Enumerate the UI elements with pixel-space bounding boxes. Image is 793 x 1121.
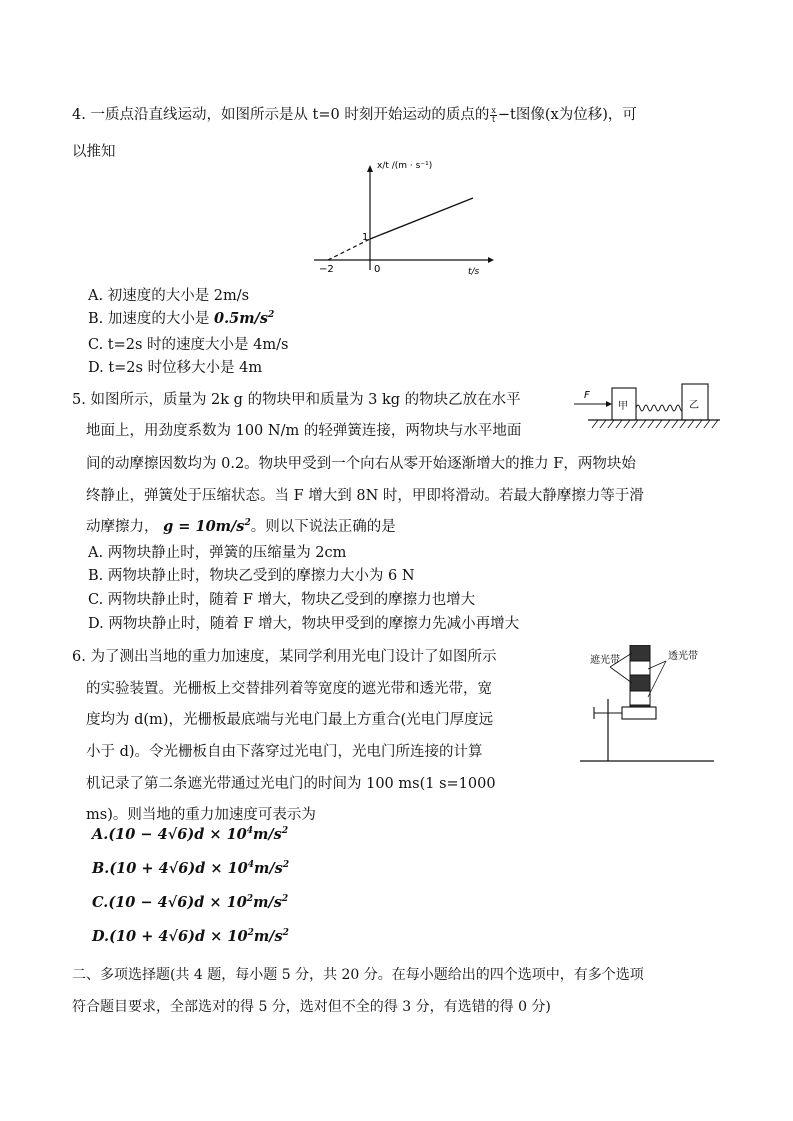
svg-text:乙: 乙 xyxy=(689,400,699,411)
q5-ground-hatch xyxy=(592,420,718,428)
q4-x-axis-label: t/s xyxy=(468,267,480,277)
q6-label-light-band: 透光带 xyxy=(668,651,698,662)
q4-fraction: $\frac{x}{t}$ xyxy=(491,105,496,124)
q6-photogate xyxy=(622,707,656,719)
q5-stem-line3: 间的动摩擦因数均为 0.2。物块甲受到一个向右从零开始逐渐增大的推力 F，两物块始 xyxy=(86,456,636,472)
q6-option-d: $D.(10 + 4√6)d \times 10^2m/s^2$ xyxy=(92,928,289,945)
q6-figure xyxy=(580,645,720,773)
q4-option-b: B. 加速度的大小是 $0.5m/s^2$ xyxy=(88,310,275,327)
q6-option-b: $B.(10 + 4√6)d \times 10^4m/s^2$ xyxy=(92,860,290,877)
q4-y-axis-label: x/t /(m · s⁻¹) xyxy=(377,161,433,171)
section2-heading-line1: 二、多项选择题(共 4 题，每小题 5 分，共 20 分。在每小题给出的四个选项中，有多个选项 xyxy=(72,967,644,983)
q6-stem-line6: ms)。则当地的重力加速度可表示为 xyxy=(86,807,316,823)
q5-stem-line1: 5. 如图所示，质量为 2k g 的物块甲和质量为 3 kg 的物块乙放在水平 xyxy=(72,392,521,408)
q4-option-c: C. t=2s 时的速度大小是 4m/s xyxy=(88,337,289,353)
q4-graph xyxy=(308,160,498,278)
q6-option-c: $C.(10 - 4√6)d \times 10^2m/s^2$ xyxy=(92,894,289,911)
q4-stem-line2: 以推知 xyxy=(72,144,116,160)
svg-text:甲: 甲 xyxy=(618,401,628,412)
q6-stem-line2: 的实验装置。光栅板上交替排列着等宽度的遮光带和透光带，宽 xyxy=(86,681,492,697)
q6-stem-line1: 6. 为了测出当地的重力加速度，某同学利用光电门设计了如图所示 xyxy=(72,649,497,665)
q6-stem-line3: 度均为 d(m)，光栅板最底端与光电门最上方重合(光电门厚度远 xyxy=(86,712,494,728)
q5-figure xyxy=(572,380,722,436)
q4-tick-neg2: −2 xyxy=(319,264,334,275)
q5-option-b: B. 两物块静止时，物块乙受到的摩擦力大小为 6 N xyxy=(88,568,415,584)
q6-option-a: $A.(10 - 4√6)d \times 10^4m/s^2$ xyxy=(92,826,289,843)
q4-tick-one: 1 xyxy=(362,232,369,243)
q4-stem-line1: 4. 一质点沿直线运动，如图所示是从 t=0 时刻开始运动的质点的 $\frac{x}{t}$ −t图像(x为位移)，可 xyxy=(72,105,637,124)
q5-spring xyxy=(636,405,684,411)
q5-stem-line4: 终静止，弹簧处于压缩状态。当 F 增大到 8N 时，甲即将滑动。若最大静摩擦力等于滑 xyxy=(86,488,644,504)
q4-option-a: A. 初速度的大小是 2m/s xyxy=(88,288,250,304)
q4-option-d: D. t=2s 时位移大小是 4m xyxy=(88,360,263,376)
q5-option-d: D. 两物块静止时，随着 F 增大，物块甲受到的摩擦力先减小再增大 xyxy=(88,616,520,632)
q4-data-line xyxy=(370,198,473,239)
q4-tick-zero: 0 xyxy=(374,264,381,275)
q5-force-label: F xyxy=(584,390,590,401)
q5-stem-line5: 动摩擦力， $g = 10m/s^2$。则以下说法正确的是 xyxy=(86,518,396,535)
q6-stem-line5: 机记录了第二条遮光带通过光电门的时间为 100 ms(1 s=1000 xyxy=(86,776,496,792)
q5-option-a: A. 两物块静止时，弹簧的压缩量为 2cm xyxy=(88,545,347,561)
q6-stem-line4: 小于 d)。令光栅板自由下落穿过光电门，光电门所连接的计算 xyxy=(86,744,483,760)
q5-stem-line2: 地面上，用劲度系数为 100 N/m 的轻弹簧连接，两物块与水平地面 xyxy=(86,423,522,439)
q5-option-c: C. 两物块静止时，随着 F 增大，物块乙受到的摩擦力也增大 xyxy=(88,592,476,608)
section2-heading-line2: 符合题目要求，全部选对的得 5 分，选对但不全的得 3 分，有选错的得 0 分) xyxy=(72,999,551,1015)
q6-label-dark-band: 遮光带 xyxy=(590,655,620,666)
